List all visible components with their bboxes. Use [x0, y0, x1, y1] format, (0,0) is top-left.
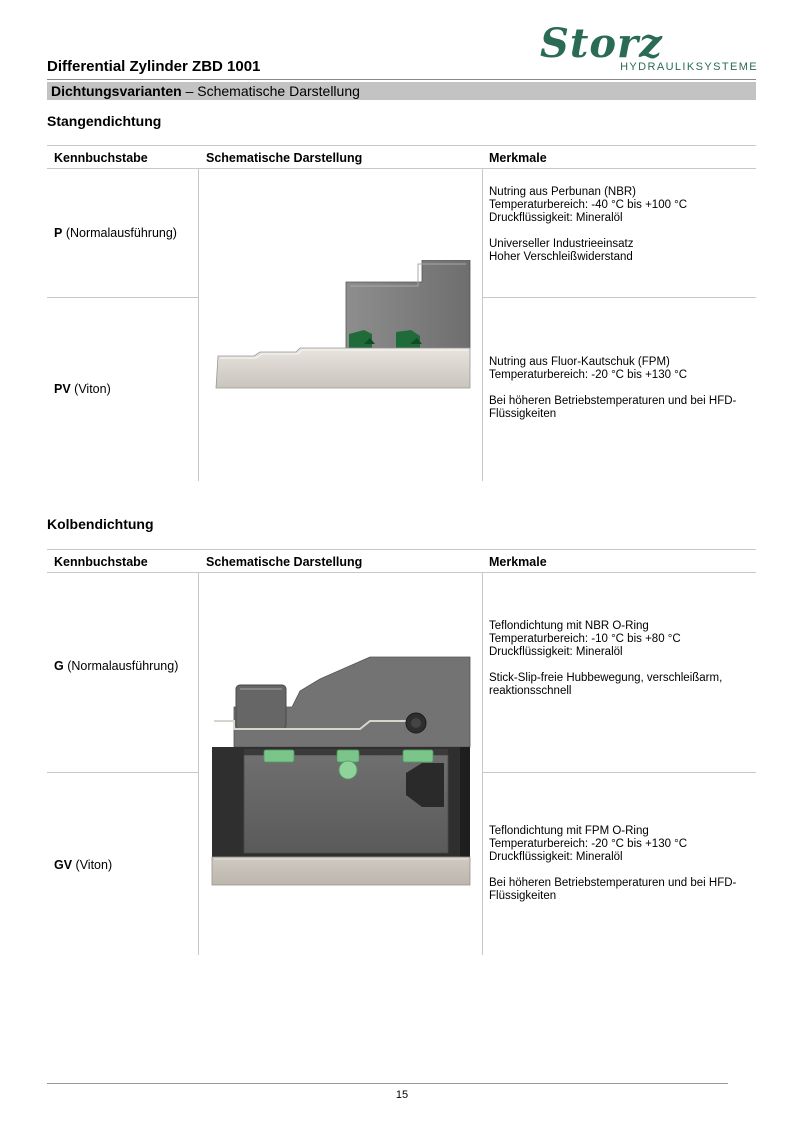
code-variant: (Normalausführung) [63, 659, 179, 673]
code-variant: (Viton) [70, 382, 111, 396]
row-divider [47, 297, 198, 298]
code-letter: P [54, 226, 63, 240]
piston-seal-schematic [210, 655, 471, 887]
feature-line: Nutring aus Fluor-Kautschuk (FPM) [489, 356, 670, 368]
logo-wordmark: Storz [540, 20, 663, 67]
features-g [489, 620, 759, 698]
feature-line: Temperaturbereich: -40 °C bis +100 °C [489, 199, 688, 211]
code-variant: (Viton) [72, 858, 113, 872]
column-divider [198, 573, 199, 955]
row-divider [483, 297, 756, 298]
footer-rule [47, 1083, 728, 1084]
table-rule [47, 549, 756, 550]
features-pv [489, 356, 759, 421]
rod-seal-schematic [214, 260, 471, 390]
column-divider [198, 169, 199, 481]
section-heading-bar [47, 82, 756, 100]
table-rule [47, 168, 756, 169]
logo-subtitle: HYDRAULIKSYSTEME [620, 61, 758, 73]
row-divider [483, 772, 756, 773]
section-heading-bold: Dichtungsvarianten [51, 83, 182, 99]
feature-line: Universeller Industrieeinsatz [489, 238, 634, 250]
col-header-code: Kennbuchstabe [54, 555, 148, 569]
rod-seal-title: Stangendichtung [47, 113, 162, 129]
page-number: 15 [395, 1089, 409, 1101]
col-header-features: Merkmale [489, 555, 547, 569]
col-header-schematic: Schematische Darstellung [206, 555, 363, 569]
feature-line: Temperaturbereich: -20 °C bis +130 °C [489, 369, 688, 381]
feature-line: Temperaturbereich: -20 °C bis +130 °C [489, 838, 688, 850]
feature-line: Teflondichtung mit NBR O-Ring [489, 620, 649, 632]
code-letter: PV [54, 382, 71, 396]
col-header-features: Merkmale [489, 151, 547, 165]
col-header-code: Kennbuchstabe [54, 151, 148, 165]
code-variant: (Normalausführung) [62, 226, 177, 240]
feature-line: Hoher Verschleißwiderstand [489, 251, 633, 263]
features-gv [489, 825, 759, 903]
column-divider [482, 573, 483, 955]
feature-line: Stick-Slip-freie Hubbewegung, verschleißarm, reaktionsschnell [489, 672, 723, 697]
feature-line: Bei höheren Betriebstemperaturen und bei HFD-Flüssigkeiten [489, 877, 737, 902]
feature-line: Bei höheren Betriebstemperaturen und bei HFD-Flüssigkeiten [489, 395, 737, 420]
header-rule [47, 79, 756, 80]
document-title: Differential Zylinder ZBD 1001 [47, 58, 261, 75]
col-header-schematic: Schematische Darstellung [206, 151, 363, 165]
piston-seal-title: Kolbendichtung [47, 516, 154, 532]
column-divider [482, 169, 483, 481]
code-letter: GV [54, 858, 73, 872]
table-rule [47, 572, 756, 573]
seal-code-p [54, 226, 177, 240]
row-divider [47, 772, 198, 773]
features-p [489, 186, 759, 264]
seal-code-g [54, 659, 178, 673]
seal-code-gv [54, 858, 112, 872]
code-letter: G [54, 659, 64, 673]
feature-line: Druckflüssigkeit: Mineralöl [489, 212, 623, 224]
feature-line: Nutring aus Perbunan (NBR) [489, 186, 637, 198]
seal-code-pv [54, 382, 111, 396]
feature-line: Druckflüssigkeit: Mineralöl [489, 851, 623, 863]
feature-line: Teflondichtung mit FPM O-Ring [489, 825, 649, 837]
section-heading-rest: – Schematische Darstellung [181, 83, 360, 99]
feature-line: Druckflüssigkeit: Mineralöl [489, 646, 623, 658]
table-rule [47, 145, 756, 146]
storz-logo [538, 20, 760, 76]
feature-line: Temperaturbereich: -10 °C bis +80 °C [489, 633, 681, 645]
